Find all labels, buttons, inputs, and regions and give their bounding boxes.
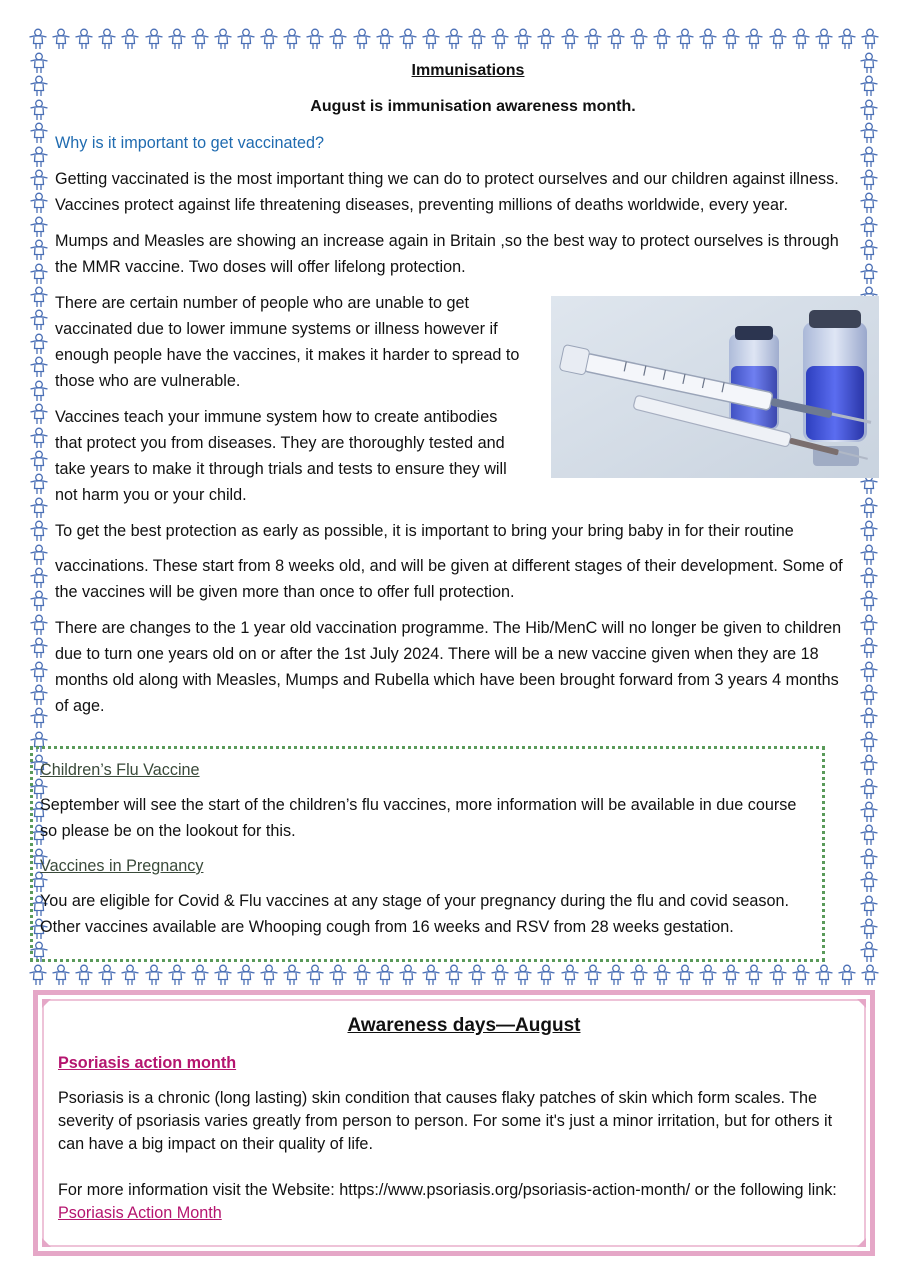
child-figure-icon [143, 28, 165, 50]
child-figure-icon [28, 216, 50, 238]
child-figure-icon [858, 754, 880, 776]
child-figure-icon [50, 964, 72, 986]
child-figure-icon [258, 964, 280, 986]
child-figure-icon [628, 28, 650, 50]
child-figure-icon [858, 239, 880, 261]
child-figure-icon [512, 28, 534, 50]
child-figure-icon [858, 824, 880, 846]
child-figure-icon [858, 661, 880, 683]
child-figure-icon [466, 964, 488, 986]
child-figure-icon [858, 614, 880, 636]
child-figure-icon [535, 28, 557, 50]
child-figure-icon [858, 216, 880, 238]
child-figure-icon [858, 544, 880, 566]
child-figure-icon [813, 28, 835, 50]
child-figure-icon [858, 263, 880, 285]
child-figure-icon [28, 450, 50, 472]
child-figure-icon [28, 333, 50, 355]
child-figure-icon [582, 964, 604, 986]
flu-pregnancy-box [30, 746, 825, 962]
child-figure-icon [859, 28, 881, 50]
vaccine-vials-image [551, 296, 879, 478]
child-figure-icon [166, 964, 188, 986]
child-figure-icon [73, 964, 95, 986]
child-figure-icon [351, 964, 373, 986]
child-figure-icon [304, 964, 326, 986]
child-figure-icon [374, 964, 396, 986]
child-figure-icon [28, 661, 50, 683]
child-figure-icon [28, 146, 50, 168]
child-figure-icon [858, 52, 880, 74]
child-figure-icon [743, 28, 765, 50]
child-figure-icon [28, 309, 50, 331]
child-figure-icon [28, 122, 50, 144]
child-figure-icon [466, 28, 488, 50]
child-figure-icon [858, 520, 880, 542]
child-figure-icon [559, 28, 581, 50]
psoriasis-description: Psoriasis is a chronic (long lasting) skin condition that causes flaky patches of skin which form scales. The severity of psoriasis varies greatly from person to person. For some it's just a minor irritation, but for others it can have a big impact on their quality of life. [58, 1089, 833, 1153]
child-figure-icon [559, 964, 581, 986]
child-figure-icon [28, 192, 50, 214]
child-figure-icon [212, 28, 234, 50]
immunisations-content [55, 58, 851, 729]
child-figure-icon [489, 964, 511, 986]
paragraph-programme-changes: There are changes to the 1 year old vaccination programme. The Hib/MenC will no longer be given to children due to turn one years old on or after the 1st July 2024. There will be a new vaccine given when they are 18 months old along with Measles, Mumps and Rubella which have been brought forward from 3 years 4 months of age. [55, 619, 842, 715]
more-info-paragraph [58, 1179, 848, 1225]
child-figure-icon [28, 286, 50, 308]
child-figure-icon [28, 263, 50, 285]
child-figure-icon [651, 964, 673, 986]
pregnancy-vaccine-heading: Vaccines in Pregnancy [40, 857, 204, 875]
child-figure-icon [790, 964, 812, 986]
child-figure-icon [28, 169, 50, 191]
child-figure-icon [674, 28, 696, 50]
child-figure-icon [73, 28, 95, 50]
flu-vaccine-heading: Children’s Flu Vaccine [40, 761, 200, 779]
child-figure-icon [28, 684, 50, 706]
child-figure-icon [605, 964, 627, 986]
awareness-days-section [33, 990, 875, 1256]
child-figure-icon [28, 473, 50, 495]
child-figure-icon [28, 544, 50, 566]
child-figure-icon [858, 918, 880, 940]
child-figure-icon [443, 964, 465, 986]
child-figure-icon [858, 75, 880, 97]
child-figure-icon [28, 239, 50, 261]
child-figure-icon [628, 964, 650, 986]
child-figure-icon [28, 707, 50, 729]
child-figure-icon [28, 497, 50, 519]
child-figure-icon [858, 99, 880, 121]
child-figure-icon [858, 684, 880, 706]
child-figure-icon [397, 964, 419, 986]
paragraph-herd-immunity: There are certain number of people who are unable to get vaccinated due to lower immune systems or illness however if enough people have the vaccines, it makes it harder to spread to those who are vulnerable. [55, 294, 520, 390]
child-figure-icon [397, 28, 419, 50]
awareness-content [58, 1014, 848, 1225]
child-figure-icon [858, 567, 880, 589]
child-figure-icon [858, 731, 880, 753]
child-figure-icon [858, 941, 880, 963]
child-figure-icon [836, 964, 858, 986]
child-figure-icon [28, 590, 50, 612]
child-figure-icon [858, 146, 880, 168]
child-figure-icon [535, 964, 557, 986]
child-figure-icon [28, 356, 50, 378]
paragraph-routine-b: vaccinations. These start from 8 weeks old, and will be given at different stages of their development. Some of the vaccines will be given more than once to offer full protection. [55, 557, 843, 601]
child-figure-icon [28, 75, 50, 97]
child-figure-icon [189, 28, 211, 50]
child-figure-icon [858, 801, 880, 823]
child-figure-icon [858, 637, 880, 659]
child-figure-icon [327, 964, 349, 986]
child-figure-icon [351, 28, 373, 50]
child-figure-icon [651, 28, 673, 50]
vaccination-question-heading: Why is it important to get vaccinated? [55, 134, 325, 152]
image-text-block [55, 290, 851, 508]
child-figure-icon [28, 99, 50, 121]
child-figure-icon [235, 28, 257, 50]
corner-ornament [857, 1238, 866, 1247]
child-figure-icon [143, 964, 165, 986]
flu-vaccine-text: September will see the start of the children’s flu vaccines, more information will be available in due course so please be on the lookout for this. [40, 796, 797, 840]
more-info-text: For more information visit the Website: https://www.psoriasis.org/psoriasis-action-month/ or the following link: [58, 1181, 837, 1199]
child-figure-icon [674, 964, 696, 986]
child-figure-icon [443, 28, 465, 50]
child-figure-icon [420, 28, 442, 50]
child-figure-icon [858, 192, 880, 214]
child-figure-icon [258, 28, 280, 50]
child-figure-icon [858, 497, 880, 519]
child-figure-icon [235, 964, 257, 986]
child-figure-icon [28, 520, 50, 542]
child-figure-icon [119, 28, 141, 50]
child-figure-icon [96, 964, 118, 986]
vaccine-vials-icon [551, 296, 879, 478]
child-figure-icon [212, 964, 234, 986]
child-figure-icon [28, 52, 50, 74]
child-figure-icon [858, 871, 880, 893]
child-figure-icon [743, 964, 765, 986]
child-figure-icon [27, 964, 49, 986]
paragraph-routine-a: To get the best protection as early as possible, it is important to bring your bring baby in for their routine [55, 522, 794, 540]
child-figure-icon [697, 28, 719, 50]
child-figure-icon [858, 895, 880, 917]
child-figure-icon [28, 567, 50, 589]
awareness-title: Awareness days—August [347, 1015, 581, 1036]
child-figure-icon [836, 28, 858, 50]
corner-ornament [42, 1238, 51, 1247]
child-figure-icon [489, 28, 511, 50]
child-figure-icon [858, 848, 880, 870]
corner-ornament [42, 999, 51, 1008]
child-figure-icon [281, 28, 303, 50]
immunisations-title: Immunisations [411, 62, 525, 79]
pregnancy-vaccine-text: You are eligible for Covid & Flu vaccines at any stage of your pregnancy during the flu and covid season. Other vaccines available are Whooping cough from 16 weeks and RSV from 28 weeks gestation. [40, 892, 789, 936]
child-figure-icon [28, 427, 50, 449]
child-figure-icon [767, 964, 789, 986]
child-figure-icon [858, 778, 880, 800]
figure-border-top [27, 28, 881, 52]
child-figure-icon [790, 28, 812, 50]
child-figure-icon [858, 707, 880, 729]
psoriasis-action-month-link[interactable]: Psoriasis Action Month [58, 1204, 222, 1222]
paragraph-mmr: Mumps and Measles are showing an increase again in Britain ,so the best way to protect ourselves is through the MMR vaccine. Two doses will offer lifelong protection. [55, 232, 839, 276]
child-figure-icon [720, 28, 742, 50]
figure-border-right [857, 52, 881, 964]
immunisations-subtitle: August is immunisation awareness month. [310, 98, 636, 115]
paragraph-immune-system: Vaccines teach your immune system how to create antibodies that protect you from diseases. They are thoroughly tested and take years to make it through trials and tests to ensure they will not harm you or your child. [55, 408, 507, 504]
child-figure-icon [767, 28, 789, 50]
child-figure-icon [27, 28, 49, 50]
child-figure-icon [813, 964, 835, 986]
child-figure-icon [304, 28, 326, 50]
child-figure-icon [327, 28, 349, 50]
figure-border-bottom [27, 964, 881, 988]
child-figure-icon [28, 614, 50, 636]
child-figure-icon [858, 590, 880, 612]
child-figure-icon [605, 28, 627, 50]
child-figure-icon [166, 28, 188, 50]
child-figure-icon [374, 28, 396, 50]
child-figure-icon [582, 28, 604, 50]
child-figure-icon [420, 964, 442, 986]
child-figure-icon [96, 28, 118, 50]
child-figure-icon [858, 169, 880, 191]
psoriasis-heading: Psoriasis action month [58, 1054, 237, 1072]
paragraph-importance: Getting vaccinated is the most important thing we can do to protect ourselves and our children against illness. Vaccines protect against life threatening diseases, preventing millions of deaths worldwide, every year. [55, 170, 839, 214]
child-figure-icon [281, 964, 303, 986]
child-figure-icon [50, 28, 72, 50]
child-figure-icon [189, 964, 211, 986]
child-figure-icon [512, 964, 534, 986]
child-figure-icon [28, 380, 50, 402]
child-figure-icon [697, 964, 719, 986]
child-figure-icon [859, 964, 881, 986]
child-figure-icon [28, 403, 50, 425]
child-figure-icon [858, 122, 880, 144]
child-figure-icon [119, 964, 141, 986]
child-figure-icon [720, 964, 742, 986]
child-figure-icon [28, 637, 50, 659]
corner-ornament [857, 999, 866, 1008]
